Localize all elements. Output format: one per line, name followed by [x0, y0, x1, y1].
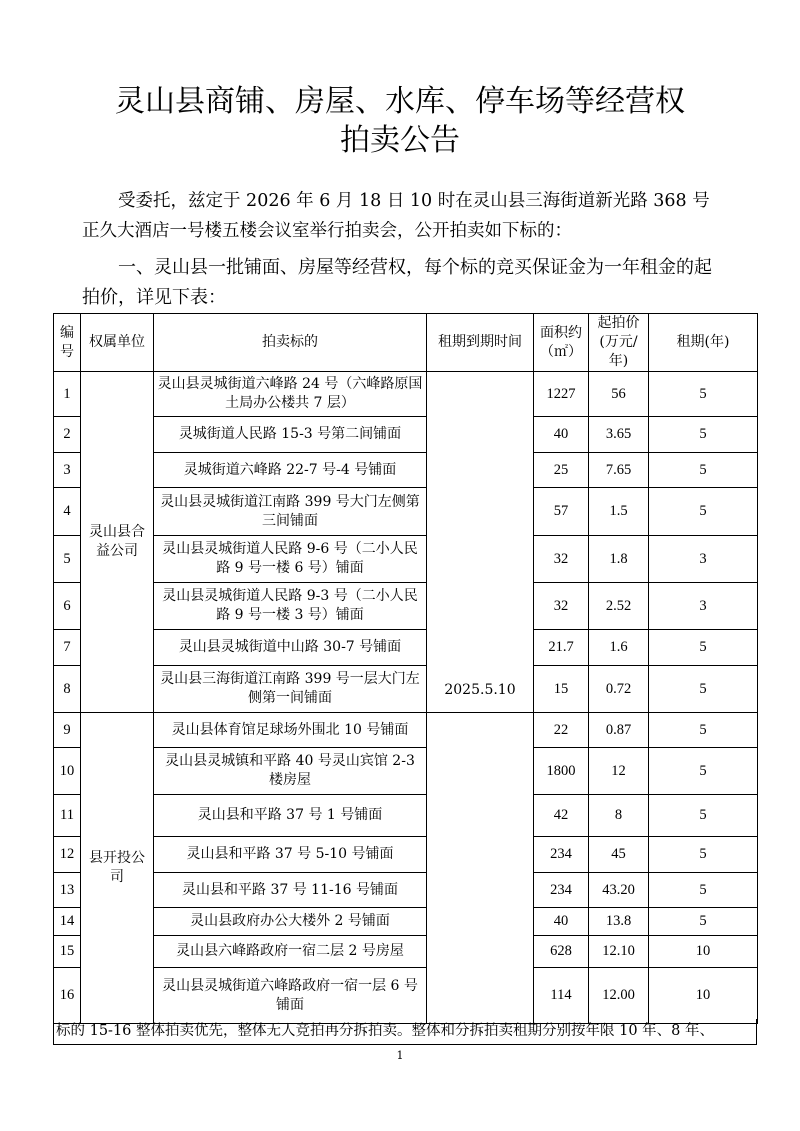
row-item: 灵山县灵城街道江南路 399 号大门左侧第三间铺面 [154, 488, 427, 536]
row-term: 5 [649, 630, 758, 666]
header-no: 编号 [54, 314, 81, 372]
row-area: 42 [534, 795, 589, 837]
row-no: 6 [54, 583, 81, 630]
row-term: 5 [649, 873, 758, 908]
row-no: 1 [54, 372, 81, 417]
row-no: 4 [54, 488, 81, 536]
row-no: 11 [54, 795, 81, 837]
row-item: 灵山县灵城街道人民路 9-6 号（二小人民路 9 号一楼 6 号）铺面 [154, 536, 427, 583]
table-row [54, 837, 758, 873]
row-area: 15 [534, 666, 589, 713]
row-price: 12 [589, 748, 649, 795]
row-price: 43.20 [589, 873, 649, 908]
row-price: 7.65 [589, 453, 649, 488]
row-item: 灵山县和平路 37 号 11-16 号铺面 [154, 873, 427, 908]
row-no: 16 [54, 968, 81, 1024]
row-item: 灵山县灵城镇和平路 40 号灵山宾馆 2-3 楼房屋 [154, 748, 427, 795]
expiry-cell: 2025.5.10 [427, 372, 534, 713]
intro-paragraph: 受委托，兹定于 2026 年 6 月 18 日 10 时在灵山县三海街道新光路 368 号正久大酒店一号楼五楼会议室举行拍卖会，公开拍卖如下标的： [82, 191, 710, 241]
row-item: 灵山县灵城街道六峰路政府一宿一层 6 号铺面 [154, 968, 427, 1024]
row-area: 1800 [534, 748, 589, 795]
row-no: 10 [54, 748, 81, 795]
table-row [54, 372, 758, 417]
row-price: 12.00 [589, 968, 649, 1024]
row-price: 45 [589, 837, 649, 873]
row-item: 灵城街道人民路 15-3 号第二间铺面 [154, 417, 427, 453]
row-term: 5 [649, 488, 758, 536]
row-term: 5 [649, 748, 758, 795]
row-area: 234 [534, 873, 589, 908]
row-area: 22 [534, 713, 589, 748]
table-row [54, 666, 758, 713]
row-term: 5 [649, 837, 758, 873]
table-row [54, 417, 758, 453]
row-price: 3.65 [589, 417, 649, 453]
header-item: 拍卖标的 [154, 314, 427, 372]
row-no: 7 [54, 630, 81, 666]
row-term: 3 [649, 583, 758, 630]
row-term: 10 [649, 968, 758, 1024]
row-item: 灵山县灵城街道六峰路 24 号（六峰路原国土局办公楼共 7 层） [154, 372, 427, 417]
row-no: 12 [54, 837, 81, 873]
row-price: 12.10 [589, 936, 649, 968]
document-title-line1: 灵山县商铺、房屋、水库、停车场等经营权 [115, 84, 685, 119]
row-area: 234 [534, 837, 589, 873]
table-row [54, 713, 758, 748]
table-row [54, 536, 758, 583]
row-area: 628 [534, 936, 589, 968]
page-number: 1 [396, 1049, 404, 1062]
header-price: 起拍价(万元/年) [589, 314, 649, 372]
row-price: 1.8 [589, 536, 649, 583]
header-owner: 权属单位 [81, 314, 154, 372]
row-area: 21.7 [534, 630, 589, 666]
table-row [54, 873, 758, 908]
auction-table [53, 313, 758, 1024]
row-price: 8 [589, 795, 649, 837]
table-row [54, 908, 758, 936]
row-item: 灵山县灵城街道中山路 30-7 号铺面 [154, 630, 427, 666]
table-header-row [54, 314, 758, 372]
document-title-line2: 拍卖公告 [340, 123, 460, 158]
header-expiry: 租期到期时间 [427, 314, 534, 372]
row-price: 0.72 [589, 666, 649, 713]
row-price: 0.87 [589, 713, 649, 748]
row-price: 13.8 [589, 908, 649, 936]
row-item: 灵城街道六峰路 22-7 号-4 号铺面 [154, 453, 427, 488]
row-area: 40 [534, 417, 589, 453]
row-item: 灵山县六峰路政府一宿二层 2 号房屋 [154, 936, 427, 968]
table-row [54, 630, 758, 666]
table-row [54, 748, 758, 795]
expiry-cell-empty [427, 713, 534, 1024]
table-row [54, 968, 758, 1024]
row-no: 2 [54, 417, 81, 453]
owner-cell: 灵山县合益公司 [81, 372, 154, 713]
row-no: 8 [54, 666, 81, 713]
row-item: 灵山县政府办公大楼外 2 号铺面 [154, 908, 427, 936]
header-term: 租期(年) [649, 314, 758, 372]
section1-paragraph: 一、灵山县一批铺面、房屋等经营权，每个标的竞买保证金为一年租金的起拍价，详见下表： [82, 257, 712, 308]
row-term: 5 [649, 453, 758, 488]
row-no: 13 [54, 873, 81, 908]
row-price: 56 [589, 372, 649, 417]
row-area: 32 [534, 536, 589, 583]
row-area: 57 [534, 488, 589, 536]
row-no: 5 [54, 536, 81, 583]
row-term: 10 [649, 936, 758, 968]
row-item: 灵山县和平路 37 号 5-10 号铺面 [154, 837, 427, 873]
row-term: 5 [649, 666, 758, 713]
row-term: 5 [649, 713, 758, 748]
row-no: 3 [54, 453, 81, 488]
row-item: 灵山县灵城街道人民路 9-3 号（二小人民路 9 号一楼 3 号）铺面 [154, 583, 427, 630]
table-row [54, 936, 758, 968]
row-area: 32 [534, 583, 589, 630]
table-row [54, 795, 758, 837]
row-no: 9 [54, 713, 81, 748]
row-term: 5 [649, 795, 758, 837]
row-area: 1227 [534, 372, 589, 417]
row-price: 2.52 [589, 583, 649, 630]
row-no: 14 [54, 908, 81, 936]
row-area: 40 [534, 908, 589, 936]
header-area: 面积约（㎡） [534, 314, 589, 372]
table-row [54, 453, 758, 488]
row-term: 5 [649, 372, 758, 417]
row-price: 1.6 [589, 630, 649, 666]
table-note: 标的 15-16 整体拍卖优先，整体无人竞拍再分拆拍卖。整体和分拆拍卖租期分别按年限 10 年、8 年、 [53, 1019, 757, 1045]
row-term: 3 [649, 536, 758, 583]
row-no: 15 [54, 936, 81, 968]
owner-cell: 县开投公司 [81, 713, 154, 1024]
row-item: 灵山县体育馆足球场外围北 10 号铺面 [154, 713, 427, 748]
row-area: 25 [534, 453, 589, 488]
row-price: 1.5 [589, 488, 649, 536]
table-row [54, 583, 758, 630]
row-item: 灵山县三海街道江南路 399 号一层大门左侧第一间铺面 [154, 666, 427, 713]
row-term: 5 [649, 417, 758, 453]
row-item: 灵山县和平路 37 号 1 号铺面 [154, 795, 427, 837]
table-row [54, 488, 758, 536]
row-term: 5 [649, 908, 758, 936]
row-area: 114 [534, 968, 589, 1024]
